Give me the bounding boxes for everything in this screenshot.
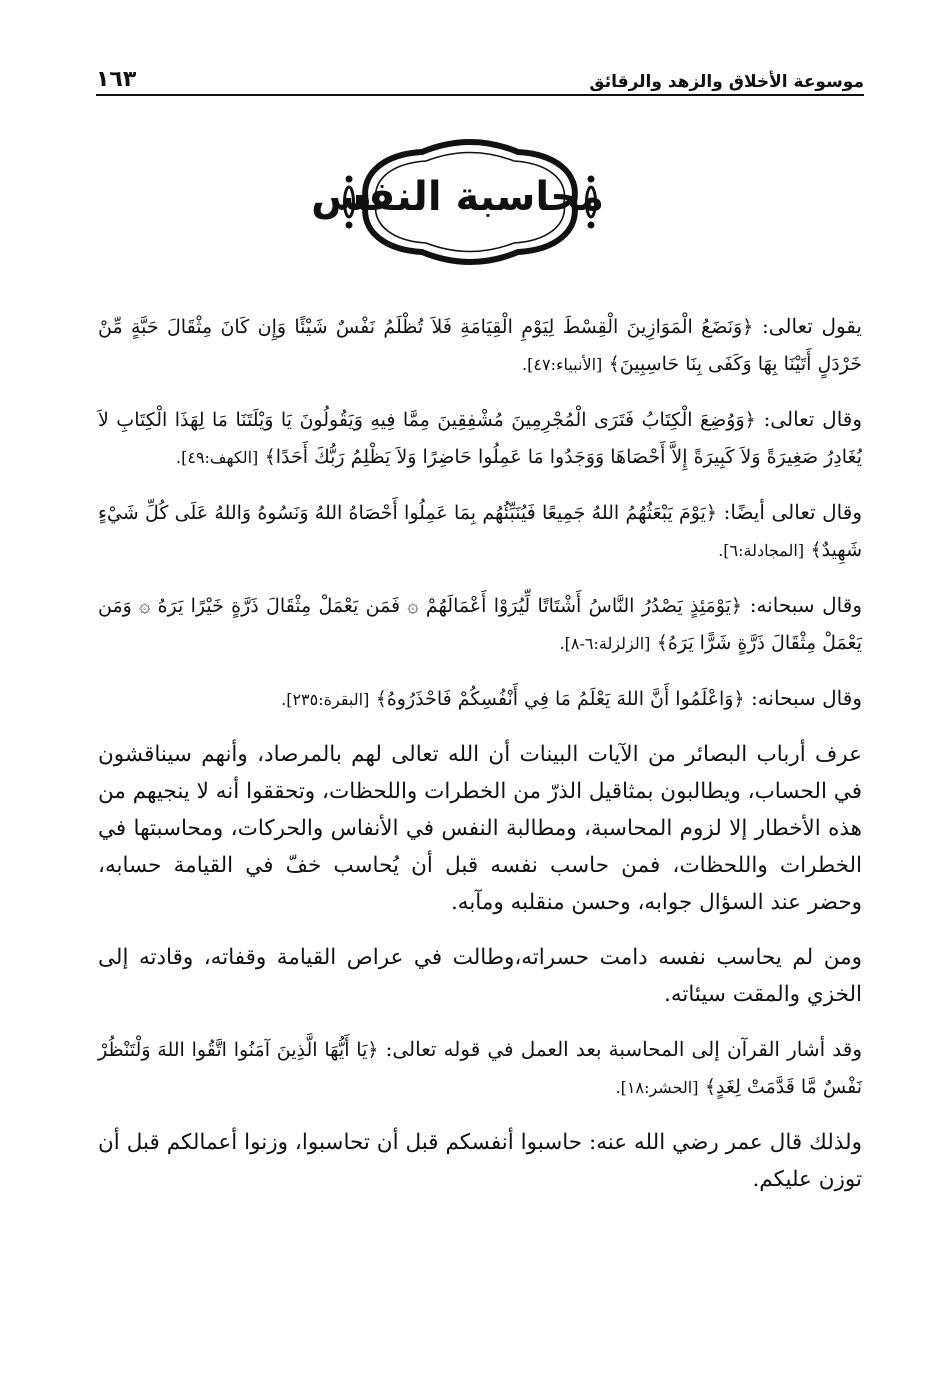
quran-verse: ﴿وَنَضَعُ الْمَوَازِينَ الْقِسْطَ لِيَوْمِ الْقِيَامَةِ فَلاَ تُظْلَمُ نَفْسٌ شَيْئًا وَإِن كَانَ مِثْقَالَ حَبَّةٍ مِّنْ خَرْدَلٍ أَتَيْنَا بِهَا وَكَفَى بِنَا حَاسِبِينَ﴾: [98, 316, 862, 375]
verse-intro: وقد أشار القرآن إلى المحاسبة بعد العمل في قوله تعالى:: [385, 1037, 862, 1061]
running-header: [96, 56, 864, 96]
quran-verse: ﴿يَوْمَ يَبْعَثُهُمُ اللهُ جَمِيعًا فَيُنَبِّئُهُم بِمَا عَمِلُوا أَحْصَاهُ اللهُ وَنَسُوهُ وَاللهُ عَلَى كُلِّ شَيْءٍ شَهِيدٌ﴾: [98, 502, 862, 561]
body-paragraph: ولذلك قال عمر رضي الله عنه: حاسبوا أنفسكم قبل أن تحاسبوا، وزنوا أعمالكم قبل أن توزن عليكم.: [98, 1130, 862, 1192]
verse-paragraph: [98, 494, 862, 569]
quran-verse: ﴿يَا أَيُّهَا الَّذِينَ آمَنُوا اتَّقُوا اللهَ وَلْتَنْظُرْ نَفْسٌ مَّا قَدَّمَتْ لِغَدٍ﴾: [98, 1039, 862, 1098]
verse-intro: وقال تعالى أيضًا:: [723, 500, 862, 524]
chapter-title-frame: [311, 130, 604, 274]
book-title: موسوعة الأخلاق والزهد والرقائق: [589, 72, 864, 92]
verse-reference: [الكهف:٤٩].: [176, 448, 259, 467]
verse-paragraph: [98, 680, 862, 718]
page-number: ١٦٣: [96, 67, 137, 92]
verse-intro: وقال تعالى:: [763, 407, 863, 431]
verse-intro: يقول تعالى:: [761, 314, 862, 338]
body-paragraph: ومن لم يحاسب نفسه دامت حسراته،وطالت في عراص القيامة وقفاته، وقادته إلى الخزي والمقت سيئاته.: [98, 945, 862, 1007]
quran-verse: ﴿وَوُضِعَ الْكِتَابُ فَتَرَى الْمُجْرِمِينَ مُشْفِقِينَ مِمَّا فِيهِ وَيَقُولُونَ يَا وَيْلَتَنَا مَا لِهَذَا الْكِتَابِ لاَ يُغَادِرُ صَغِيرَةً وَلاَ كَبِيرَةً إِلاَّ أَحْصَاهَا وَوَجَدُوا مَا عَمِلُوا حَاضِرًا وَلاَ يَظْلِمُ رَبُّكَ أَحَدًا﴾: [98, 409, 862, 468]
page-body: [98, 308, 862, 1216]
chapter-title: محاسبة النفس: [311, 174, 604, 220]
verse-paragraph: [98, 308, 862, 383]
verse-reference: [البقرة:٢٣٥].: [281, 690, 370, 709]
verse-reference: [المجادلة:٦].: [718, 541, 805, 560]
quran-verse: ﴿يَوْمَئِذٍ يَصْدُرُ النَّاسُ أَشْتَاتًا لِّيُرَوْا أَعْمَالَهُمْ ۞ فَمَن يَعْمَلْ مِثْقَالَ ذَرَّةٍ خَيْرًا يَرَهُ ۞ وَمَن يَعْمَلْ مِثْقَالَ ذَرَّةٍ شَرًّا يَرَهُ﴾: [98, 595, 862, 654]
verse-paragraph: [98, 401, 862, 476]
verse-reference: [الأنبياء:٤٧].: [522, 355, 603, 374]
verse-paragraph: [98, 1031, 862, 1106]
quran-verse: ﴿وَاعْلَمُوا أَنَّ اللهَ يَعْلَمُ مَا فِي أَنْفُسِكُمْ فَاحْذَرُوهُ﴾: [375, 688, 745, 710]
verse-intro: وقال سبحانه:: [750, 686, 862, 710]
body-paragraph: عرف أرباب البصائر من الآيات البينات أن الله تعالى لهم بالمرصاد، وأنهم سيناقشون في الحساب، ويطالبون بمثاقيل الذرّ من الخطرات واللحظات، وتحققوا أنه لا ينجيهم من هذه الأخطار إلا لزوم المحاسبة، ومطالبة النفس في الأنفاس والحركات، ومحاسبتها في الخطرات واللحظات، فمن حاسب نفسه قبل أن يُحاسب خفّ في القيامة حسابه، وحضر عند السؤال جوابه، وحسن منقلبه ومآبه.: [98, 742, 862, 915]
verse-reference: [الحشر:١٨].: [615, 1078, 699, 1097]
verse-intro: وقال سبحانه:: [749, 593, 862, 617]
verse-reference: [الزلزلة:٦-٨].: [559, 634, 651, 653]
verse-paragraph: [98, 587, 862, 662]
